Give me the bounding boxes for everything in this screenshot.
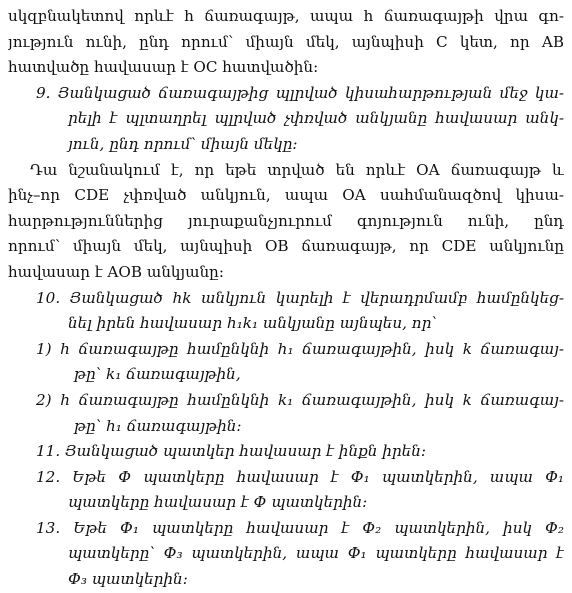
text-line: 13. Եթե Փ₁ պատկերը հավասար է Փ₂ պատկերին, իսկ Փ₂	[36, 518, 564, 537]
text-line: թը՝ k₁ ճառագայթին,	[74, 365, 241, 384]
text-line: պատկերը հավասար է Փ պատկերին:	[68, 493, 368, 512]
text-line: հարթություններից յուրաքանչյուրում գոյություն ունի, ընդ	[8, 211, 564, 230]
text-line: թը՝ h₁ ճառագայթին:	[74, 416, 242, 435]
text-line: որում՝ միայն մեկ, այնպիսի OB ճառագայթ, որ CDE անկյունը	[8, 237, 564, 256]
text-line: հավասար է AOB անկյանը:	[8, 262, 224, 281]
text-line: սկզբնակետով որևէ h ճառագայթ, ապա h ճառագայթի վրա գո-	[8, 7, 564, 25]
text-line: 10. Յանկացած hk անկյուն կարելի է վերադրմամբ համընկեց-	[36, 288, 564, 307]
text-line: ինչ–որ CDE չփռված անկյուն, ապա OA սահմանազծով կիսա-	[8, 186, 564, 205]
text-line: 1) h ճառագայթը համընկնի h₁ ճառագայթին, իսկ k ճառագայ-	[36, 339, 564, 358]
text-line: 12. Եթե Փ պատկերը հավասար է Փ₁ պատկերին, ապա Փ₁	[36, 467, 564, 486]
text-line: Դա նշանակում է, որ եթե տրված են որևէ OA ճառագայթ և	[30, 160, 564, 179]
text-line: րելի է պլտաղրել պլրված չփռված անկյանը հավասար անկ-	[68, 109, 564, 128]
text-line: նել իրեն հավասար h₁k₁ անկյանը այնպես, որ՝	[68, 314, 437, 333]
text-line: յություն ունի, ընդ որում՝ միայն մեկ, այնպիսի C կետ, որ AB	[8, 32, 564, 51]
text-line: պատկերը՝ Փ₃ պատկերին, ապա Փ₁ պատկերը հավասար է	[68, 544, 564, 563]
document-page	[8, 4, 564, 593]
text-line: 9. Յանկացած ճառագայթից պլրված կիսահարթության մեջ կա-	[36, 83, 564, 102]
text-line: 11. Յանկացած պատկեր հավասար է ինքն իրեն:	[36, 442, 426, 461]
text-line: յուն, ընդ որում՝ միայն մեկը:	[68, 134, 298, 153]
text-line: Փ₃ պատկերին:	[68, 570, 188, 589]
text-line: հատվածը հավասար է OC հատվածին:	[8, 58, 319, 77]
text-line: 2) h ճառագայթը համընկնի k₁ ճառագայթին, իսկ k ճառագայ-	[36, 390, 564, 409]
